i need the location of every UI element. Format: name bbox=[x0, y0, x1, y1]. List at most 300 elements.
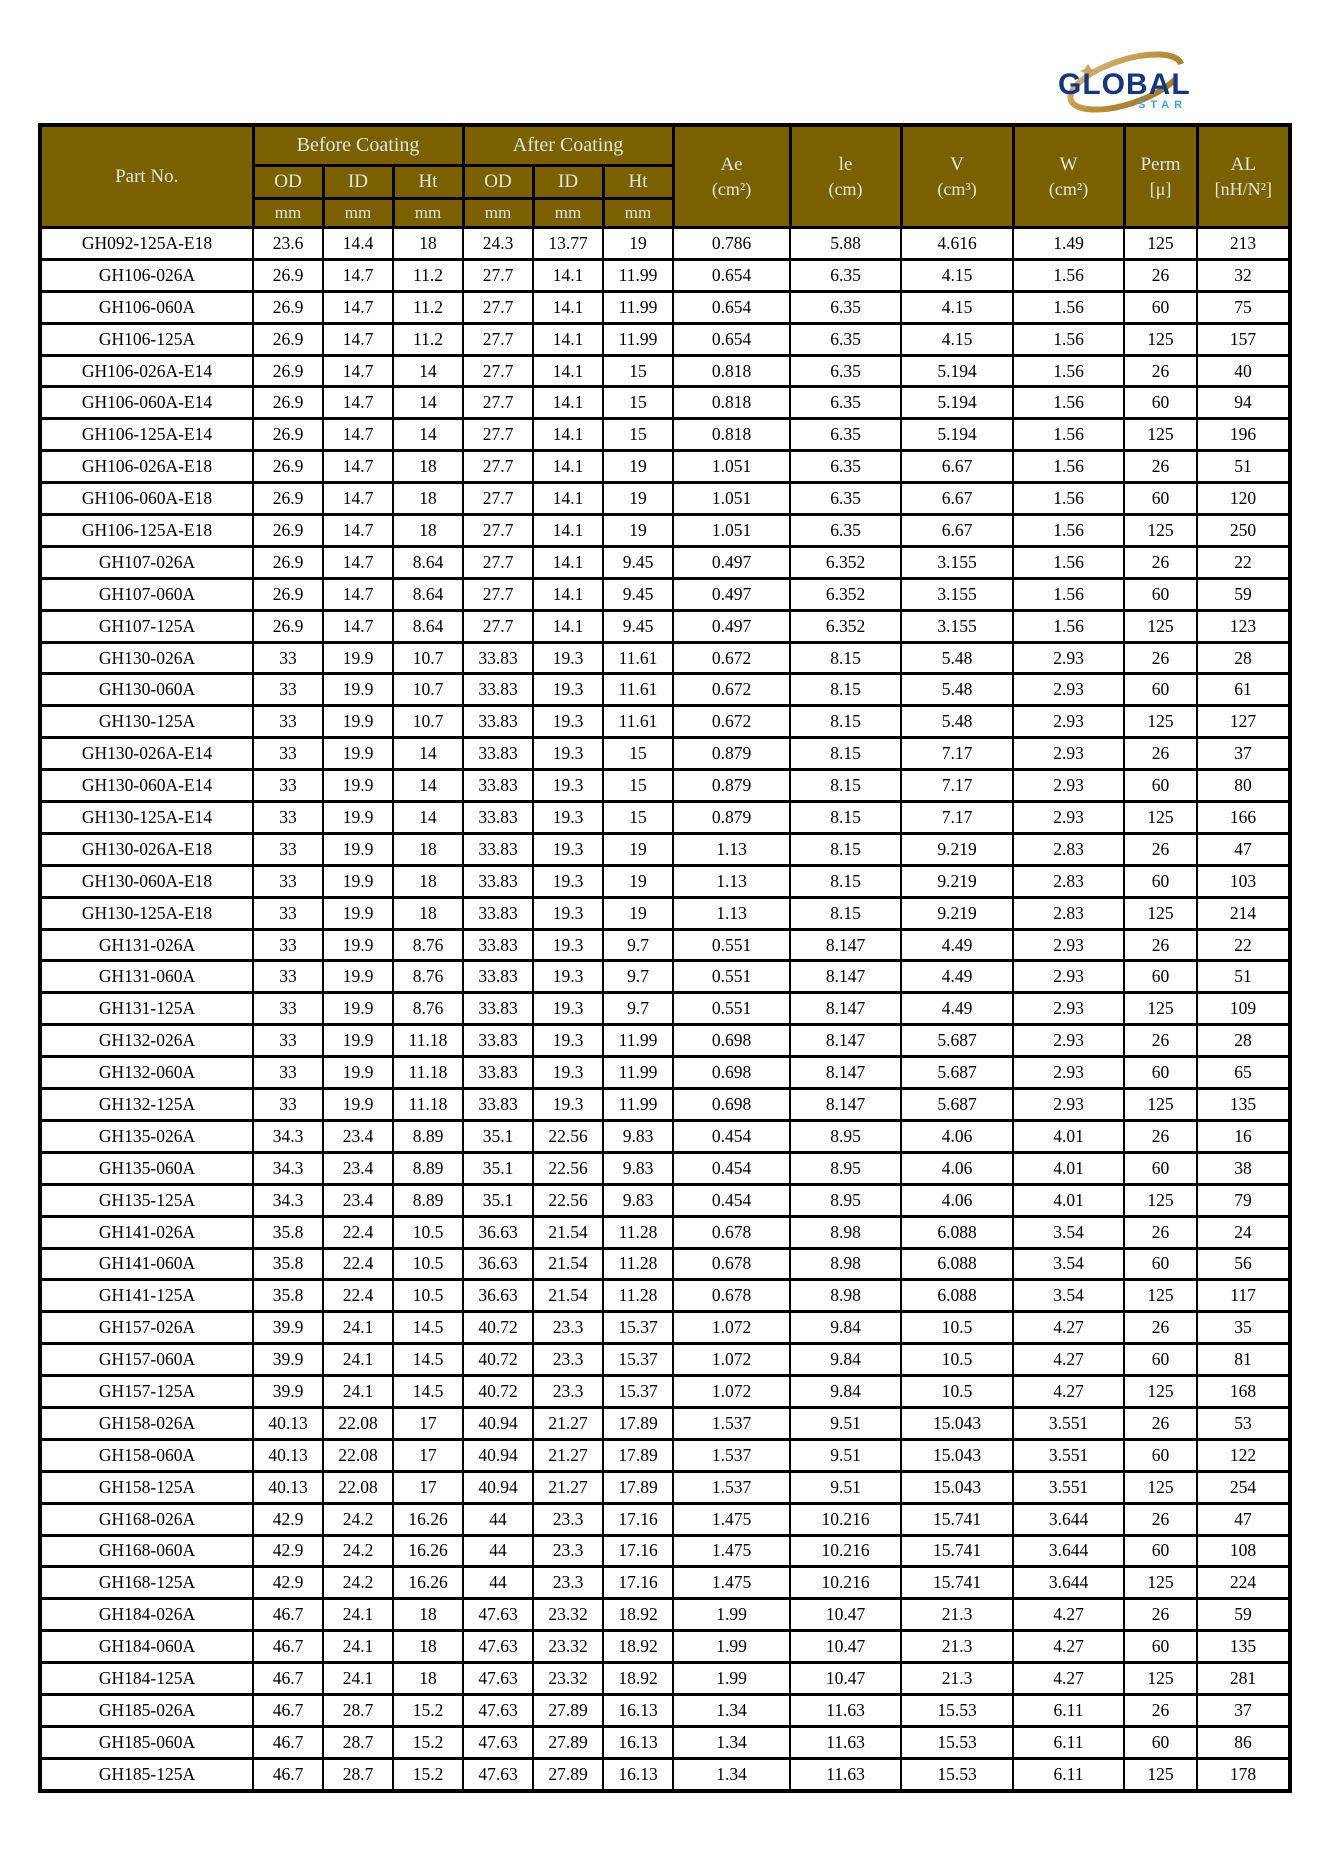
table-header bbox=[40, 125, 1290, 228]
unit-mm: mm bbox=[463, 199, 533, 228]
value-cell: 35.1 bbox=[463, 1152, 533, 1184]
value-cell: 24.1 bbox=[323, 1376, 393, 1408]
value-cell: 40.94 bbox=[463, 1471, 533, 1503]
value-cell: 15 bbox=[603, 355, 673, 387]
value-cell: 21.54 bbox=[533, 1216, 603, 1248]
value-cell: 125 bbox=[1124, 419, 1197, 451]
table-row bbox=[40, 451, 1290, 483]
value-cell: 38 bbox=[1197, 1152, 1290, 1184]
value-cell: 26.9 bbox=[253, 515, 323, 547]
value-cell: 2.83 bbox=[1013, 833, 1124, 865]
value-cell: 2.93 bbox=[1013, 802, 1124, 834]
value-cell: 125 bbox=[1124, 228, 1197, 260]
value-cell: 26 bbox=[1124, 833, 1197, 865]
value-cell: 15.741 bbox=[901, 1503, 1013, 1535]
value-cell: 8.15 bbox=[790, 865, 901, 897]
value-cell: 27.7 bbox=[463, 483, 533, 515]
value-cell: 26 bbox=[1124, 1216, 1197, 1248]
value-cell: 15 bbox=[603, 738, 673, 770]
table-row bbox=[40, 546, 1290, 578]
value-cell: 60 bbox=[1124, 578, 1197, 610]
value-cell: 47.63 bbox=[463, 1694, 533, 1726]
value-cell: 2.93 bbox=[1013, 770, 1124, 802]
value-cell: 21.27 bbox=[533, 1471, 603, 1503]
value-cell: 33.83 bbox=[463, 1057, 533, 1089]
value-cell: 26.9 bbox=[253, 419, 323, 451]
part-no-cell: GH106-125A bbox=[40, 323, 253, 355]
table-row bbox=[40, 802, 1290, 834]
value-cell: 14 bbox=[393, 387, 463, 419]
value-cell: 35.8 bbox=[253, 1280, 323, 1312]
value-cell: 6.352 bbox=[790, 610, 901, 642]
value-cell: 26.9 bbox=[253, 546, 323, 578]
value-cell: 4.06 bbox=[901, 1120, 1013, 1152]
value-cell: 60 bbox=[1124, 387, 1197, 419]
value-cell: 1.56 bbox=[1013, 355, 1124, 387]
value-cell: 14.7 bbox=[323, 291, 393, 323]
value-cell: 127 bbox=[1197, 706, 1290, 738]
header-ht-after: Ht bbox=[603, 166, 673, 199]
value-cell: 1.051 bbox=[673, 483, 790, 515]
value-cell: 10.7 bbox=[393, 642, 463, 674]
value-cell: 19.9 bbox=[323, 897, 393, 929]
value-cell: 11.28 bbox=[603, 1216, 673, 1248]
value-cell: 8.147 bbox=[790, 1025, 901, 1057]
value-cell: 3.54 bbox=[1013, 1280, 1124, 1312]
table-row bbox=[40, 419, 1290, 451]
value-cell: 19.3 bbox=[533, 929, 603, 961]
value-cell: 18 bbox=[393, 451, 463, 483]
value-cell: 19.3 bbox=[533, 993, 603, 1025]
value-cell: 0.654 bbox=[673, 323, 790, 355]
value-cell: 14.7 bbox=[323, 515, 393, 547]
value-cell: 103 bbox=[1197, 865, 1290, 897]
value-cell: 24.3 bbox=[463, 228, 533, 260]
value-cell: 11.63 bbox=[790, 1726, 901, 1758]
value-cell: 11.99 bbox=[603, 1025, 673, 1057]
value-cell: 9.51 bbox=[790, 1407, 901, 1439]
value-cell: 0.454 bbox=[673, 1120, 790, 1152]
value-cell: 15.2 bbox=[393, 1726, 463, 1758]
table-row bbox=[40, 1344, 1290, 1376]
value-cell: 6.352 bbox=[790, 546, 901, 578]
value-cell: 11.18 bbox=[393, 1089, 463, 1121]
value-cell: 19.9 bbox=[323, 770, 393, 802]
value-cell: 14.7 bbox=[323, 259, 393, 291]
value-cell: 18 bbox=[393, 897, 463, 929]
part-no-cell: GH131-026A bbox=[40, 929, 253, 961]
value-cell: 86 bbox=[1197, 1726, 1290, 1758]
table-row bbox=[40, 1216, 1290, 1248]
value-cell: 22.08 bbox=[323, 1439, 393, 1471]
value-cell: 26 bbox=[1124, 1694, 1197, 1726]
part-no-cell: GH157-060A bbox=[40, 1344, 253, 1376]
value-cell: 47.63 bbox=[463, 1758, 533, 1790]
value-cell: 11.99 bbox=[603, 1089, 673, 1121]
value-cell: 26 bbox=[1124, 546, 1197, 578]
table-row bbox=[40, 642, 1290, 674]
value-cell: 39.9 bbox=[253, 1344, 323, 1376]
value-cell: 46.7 bbox=[253, 1726, 323, 1758]
header-perm: Perm [μ] bbox=[1124, 125, 1197, 228]
value-cell: 11.99 bbox=[603, 323, 673, 355]
value-cell: 6.11 bbox=[1013, 1758, 1124, 1790]
value-cell: 46.7 bbox=[253, 1599, 323, 1631]
value-cell: 14.5 bbox=[393, 1312, 463, 1344]
value-cell: 26.9 bbox=[253, 578, 323, 610]
value-cell: 125 bbox=[1124, 706, 1197, 738]
value-cell: 1.56 bbox=[1013, 515, 1124, 547]
header-od-before: OD bbox=[253, 166, 323, 199]
part-no-cell: GH131-125A bbox=[40, 993, 253, 1025]
value-cell: 14.5 bbox=[393, 1376, 463, 1408]
part-no-cell: GH168-060A bbox=[40, 1535, 253, 1567]
value-cell: 26 bbox=[1124, 738, 1197, 770]
value-cell: 3.155 bbox=[901, 578, 1013, 610]
value-cell: 0.672 bbox=[673, 642, 790, 674]
value-cell: 18 bbox=[393, 1631, 463, 1663]
value-cell: 0.497 bbox=[673, 578, 790, 610]
value-cell: 26 bbox=[1124, 1503, 1197, 1535]
part-no-cell: GH130-060A-E14 bbox=[40, 770, 253, 802]
value-cell: 14.1 bbox=[533, 323, 603, 355]
value-cell: 22.56 bbox=[533, 1184, 603, 1216]
value-cell: 19 bbox=[603, 483, 673, 515]
value-cell: 8.64 bbox=[393, 578, 463, 610]
value-cell: 11.99 bbox=[603, 291, 673, 323]
value-cell: 15.53 bbox=[901, 1694, 1013, 1726]
value-cell: 27.7 bbox=[463, 291, 533, 323]
value-cell: 22.08 bbox=[323, 1471, 393, 1503]
value-cell: 23.32 bbox=[533, 1663, 603, 1695]
value-cell: 1.072 bbox=[673, 1344, 790, 1376]
value-cell: 1.072 bbox=[673, 1312, 790, 1344]
value-cell: 26 bbox=[1124, 355, 1197, 387]
value-cell: 26 bbox=[1124, 1025, 1197, 1057]
value-cell: 14 bbox=[393, 419, 463, 451]
value-cell: 18 bbox=[393, 228, 463, 260]
value-cell: 2.93 bbox=[1013, 642, 1124, 674]
header-id-after: ID bbox=[533, 166, 603, 199]
part-no-cell: GH158-026A bbox=[40, 1407, 253, 1439]
value-cell: 1.537 bbox=[673, 1407, 790, 1439]
value-cell: 9.51 bbox=[790, 1439, 901, 1471]
value-cell: 1.56 bbox=[1013, 483, 1124, 515]
value-cell: 44 bbox=[463, 1535, 533, 1567]
value-cell: 19.3 bbox=[533, 770, 603, 802]
value-cell: 46.7 bbox=[253, 1758, 323, 1790]
value-cell: 27.7 bbox=[463, 515, 533, 547]
value-cell: 1.13 bbox=[673, 833, 790, 865]
value-cell: 15 bbox=[603, 419, 673, 451]
value-cell: 2.93 bbox=[1013, 706, 1124, 738]
value-cell: 5.194 bbox=[901, 355, 1013, 387]
value-cell: 9.45 bbox=[603, 578, 673, 610]
value-cell: 14.1 bbox=[533, 419, 603, 451]
value-cell: 22.4 bbox=[323, 1280, 393, 1312]
unit-mm: mm bbox=[253, 199, 323, 228]
value-cell: 9.84 bbox=[790, 1376, 901, 1408]
value-cell: 18 bbox=[393, 515, 463, 547]
value-cell: 3.54 bbox=[1013, 1248, 1124, 1280]
value-cell: 59 bbox=[1197, 1599, 1290, 1631]
value-cell: 125 bbox=[1124, 515, 1197, 547]
value-cell: 23.3 bbox=[533, 1312, 603, 1344]
value-cell: 18 bbox=[393, 1663, 463, 1695]
value-cell: 8.89 bbox=[393, 1120, 463, 1152]
value-cell: 109 bbox=[1197, 993, 1290, 1025]
value-cell: 33.83 bbox=[463, 833, 533, 865]
value-cell: 1.99 bbox=[673, 1663, 790, 1695]
value-cell: 28 bbox=[1197, 642, 1290, 674]
value-cell: 125 bbox=[1124, 1184, 1197, 1216]
value-cell: 15.37 bbox=[603, 1376, 673, 1408]
table-row bbox=[40, 738, 1290, 770]
value-cell: 60 bbox=[1124, 291, 1197, 323]
value-cell: 79 bbox=[1197, 1184, 1290, 1216]
value-cell: 19 bbox=[603, 515, 673, 547]
part-no-cell: GH106-026A bbox=[40, 259, 253, 291]
value-cell: 19.9 bbox=[323, 833, 393, 865]
value-cell: 8.95 bbox=[790, 1184, 901, 1216]
value-cell: 26 bbox=[1124, 1407, 1197, 1439]
value-cell: 33.83 bbox=[463, 706, 533, 738]
part-no-cell: GH107-026A bbox=[40, 546, 253, 578]
value-cell: 4.49 bbox=[901, 993, 1013, 1025]
part-no-cell: GH157-026A bbox=[40, 1312, 253, 1344]
value-cell: 23.4 bbox=[323, 1152, 393, 1184]
value-cell: 6.11 bbox=[1013, 1726, 1124, 1758]
value-cell: 0.672 bbox=[673, 706, 790, 738]
value-cell: 213 bbox=[1197, 228, 1290, 260]
value-cell: 23.3 bbox=[533, 1344, 603, 1376]
value-cell: 8.147 bbox=[790, 1089, 901, 1121]
value-cell: 27.7 bbox=[463, 259, 533, 291]
value-cell: 14.7 bbox=[323, 610, 393, 642]
value-cell: 3.644 bbox=[1013, 1503, 1124, 1535]
part-no-cell: GH157-125A bbox=[40, 1376, 253, 1408]
part-no-cell: GH106-125A-E18 bbox=[40, 515, 253, 547]
value-cell: 19 bbox=[603, 451, 673, 483]
value-cell: 26.9 bbox=[253, 610, 323, 642]
value-cell: 14.7 bbox=[323, 419, 393, 451]
value-cell: 23.32 bbox=[533, 1631, 603, 1663]
value-cell: 19.3 bbox=[533, 802, 603, 834]
value-cell: 9.219 bbox=[901, 833, 1013, 865]
value-cell: 60 bbox=[1124, 1152, 1197, 1184]
value-cell: 33 bbox=[253, 802, 323, 834]
table-row bbox=[40, 387, 1290, 419]
value-cell: 33 bbox=[253, 770, 323, 802]
value-cell: 10.5 bbox=[393, 1216, 463, 1248]
value-cell: 2.93 bbox=[1013, 929, 1124, 961]
value-cell: 8.76 bbox=[393, 929, 463, 961]
table-row bbox=[40, 865, 1290, 897]
value-cell: 19.9 bbox=[323, 1057, 393, 1089]
value-cell: 17.16 bbox=[603, 1535, 673, 1567]
value-cell: 32 bbox=[1197, 259, 1290, 291]
value-cell: 10.7 bbox=[393, 706, 463, 738]
value-cell: 14.7 bbox=[323, 323, 393, 355]
value-cell: 8.15 bbox=[790, 706, 901, 738]
value-cell: 16.26 bbox=[393, 1503, 463, 1535]
value-cell: 11.2 bbox=[393, 259, 463, 291]
value-cell: 19.3 bbox=[533, 897, 603, 929]
value-cell: 8.76 bbox=[393, 961, 463, 993]
part-no-cell: GH106-060A-E18 bbox=[40, 483, 253, 515]
value-cell: 1.99 bbox=[673, 1599, 790, 1631]
value-cell: 28 bbox=[1197, 1025, 1290, 1057]
part-no-cell: GH092-125A-E18 bbox=[40, 228, 253, 260]
value-cell: 4.15 bbox=[901, 259, 1013, 291]
value-cell: 17 bbox=[393, 1407, 463, 1439]
part-no-cell: GH135-060A bbox=[40, 1152, 253, 1184]
header-before-coating: Before Coating bbox=[253, 125, 463, 166]
value-cell: 34.3 bbox=[253, 1152, 323, 1184]
part-no-cell: GH168-026A bbox=[40, 1503, 253, 1535]
value-cell: 1.13 bbox=[673, 865, 790, 897]
value-cell: 14 bbox=[393, 738, 463, 770]
value-cell: 0.818 bbox=[673, 355, 790, 387]
value-cell: 23.4 bbox=[323, 1120, 393, 1152]
value-cell: 19.3 bbox=[533, 961, 603, 993]
value-cell: 6.088 bbox=[901, 1216, 1013, 1248]
value-cell: 40.13 bbox=[253, 1439, 323, 1471]
value-cell: 15 bbox=[603, 770, 673, 802]
value-cell: 33 bbox=[253, 1089, 323, 1121]
value-cell: 33.83 bbox=[463, 1089, 533, 1121]
value-cell: 26 bbox=[1124, 929, 1197, 961]
value-cell: 14.1 bbox=[533, 451, 603, 483]
table-row bbox=[40, 1758, 1290, 1790]
unit-mm: mm bbox=[393, 199, 463, 228]
value-cell: 14.1 bbox=[533, 546, 603, 578]
table-row bbox=[40, 929, 1290, 961]
value-cell: 6.11 bbox=[1013, 1694, 1124, 1726]
value-cell: 8.15 bbox=[790, 674, 901, 706]
value-cell: 19 bbox=[603, 228, 673, 260]
table-row bbox=[40, 259, 1290, 291]
value-cell: 27.89 bbox=[533, 1726, 603, 1758]
value-cell: 4.49 bbox=[901, 961, 1013, 993]
value-cell: 8.147 bbox=[790, 1057, 901, 1089]
value-cell: 33 bbox=[253, 865, 323, 897]
value-cell: 44 bbox=[463, 1503, 533, 1535]
value-cell: 33.83 bbox=[463, 674, 533, 706]
value-cell: 59 bbox=[1197, 578, 1290, 610]
value-cell: 60 bbox=[1124, 1248, 1197, 1280]
value-cell: 166 bbox=[1197, 802, 1290, 834]
value-cell: 27.7 bbox=[463, 387, 533, 419]
unit-mm: mm bbox=[603, 199, 673, 228]
part-no-cell: GH106-060A bbox=[40, 291, 253, 323]
value-cell: 16.13 bbox=[603, 1758, 673, 1790]
value-cell: 7.17 bbox=[901, 770, 1013, 802]
value-cell: 125 bbox=[1124, 1567, 1197, 1599]
value-cell: 11.18 bbox=[393, 1057, 463, 1089]
value-cell: 60 bbox=[1124, 1726, 1197, 1758]
value-cell: 40.72 bbox=[463, 1344, 533, 1376]
value-cell: 19 bbox=[603, 897, 673, 929]
part-no-cell: GH135-026A bbox=[40, 1120, 253, 1152]
value-cell: 75 bbox=[1197, 291, 1290, 323]
value-cell: 33 bbox=[253, 961, 323, 993]
value-cell: 8.89 bbox=[393, 1184, 463, 1216]
value-cell: 17.89 bbox=[603, 1471, 673, 1503]
value-cell: 18.92 bbox=[603, 1663, 673, 1695]
core-spec-table bbox=[38, 123, 1292, 1793]
value-cell: 33 bbox=[253, 993, 323, 1025]
value-cell: 60 bbox=[1124, 865, 1197, 897]
value-cell: 22.56 bbox=[533, 1152, 603, 1184]
value-cell: 11.99 bbox=[603, 259, 673, 291]
value-cell: 26 bbox=[1124, 642, 1197, 674]
table-row bbox=[40, 1120, 1290, 1152]
logo-global-text: GLOBAL bbox=[1058, 68, 1191, 101]
value-cell: 14.1 bbox=[533, 291, 603, 323]
value-cell: 65 bbox=[1197, 1057, 1290, 1089]
part-no-cell: GH130-125A-E18 bbox=[40, 897, 253, 929]
value-cell: 14.1 bbox=[533, 483, 603, 515]
value-cell: 224 bbox=[1197, 1567, 1290, 1599]
value-cell: 3.155 bbox=[901, 610, 1013, 642]
header-after-coating: After Coating bbox=[463, 125, 673, 166]
value-cell: 122 bbox=[1197, 1439, 1290, 1471]
value-cell: 40 bbox=[1197, 355, 1290, 387]
table-row bbox=[40, 1089, 1290, 1121]
value-cell: 9.7 bbox=[603, 961, 673, 993]
value-cell: 33.83 bbox=[463, 961, 533, 993]
value-cell: 27.7 bbox=[463, 419, 533, 451]
value-cell: 8.89 bbox=[393, 1152, 463, 1184]
value-cell: 46.7 bbox=[253, 1631, 323, 1663]
value-cell: 27.7 bbox=[463, 355, 533, 387]
value-cell: 5.48 bbox=[901, 642, 1013, 674]
value-cell: 16.26 bbox=[393, 1535, 463, 1567]
table-row bbox=[40, 897, 1290, 929]
value-cell: 47 bbox=[1197, 1503, 1290, 1535]
value-cell: 8.15 bbox=[790, 897, 901, 929]
value-cell: 9.83 bbox=[603, 1152, 673, 1184]
value-cell: 14.1 bbox=[533, 355, 603, 387]
value-cell: 11.63 bbox=[790, 1758, 901, 1790]
value-cell: 2.93 bbox=[1013, 1025, 1124, 1057]
value-cell: 36.63 bbox=[463, 1248, 533, 1280]
value-cell: 26 bbox=[1124, 1599, 1197, 1631]
value-cell: 1.56 bbox=[1013, 610, 1124, 642]
value-cell: 8.64 bbox=[393, 610, 463, 642]
value-cell: 6.67 bbox=[901, 483, 1013, 515]
value-cell: 21.27 bbox=[533, 1407, 603, 1439]
table-row bbox=[40, 1248, 1290, 1280]
value-cell: 157 bbox=[1197, 323, 1290, 355]
value-cell: 10.5 bbox=[901, 1312, 1013, 1344]
value-cell: 28.7 bbox=[323, 1694, 393, 1726]
value-cell: 8.95 bbox=[790, 1120, 901, 1152]
value-cell: 8.147 bbox=[790, 961, 901, 993]
value-cell: 1.051 bbox=[673, 451, 790, 483]
value-cell: 0.698 bbox=[673, 1089, 790, 1121]
value-cell: 33.83 bbox=[463, 993, 533, 1025]
value-cell: 60 bbox=[1124, 961, 1197, 993]
value-cell: 46.7 bbox=[253, 1663, 323, 1695]
value-cell: 8.15 bbox=[790, 833, 901, 865]
value-cell: 17.16 bbox=[603, 1503, 673, 1535]
value-cell: 33 bbox=[253, 1025, 323, 1057]
table-row bbox=[40, 1376, 1290, 1408]
header-id-before: ID bbox=[323, 166, 393, 199]
value-cell: 4.27 bbox=[1013, 1344, 1124, 1376]
